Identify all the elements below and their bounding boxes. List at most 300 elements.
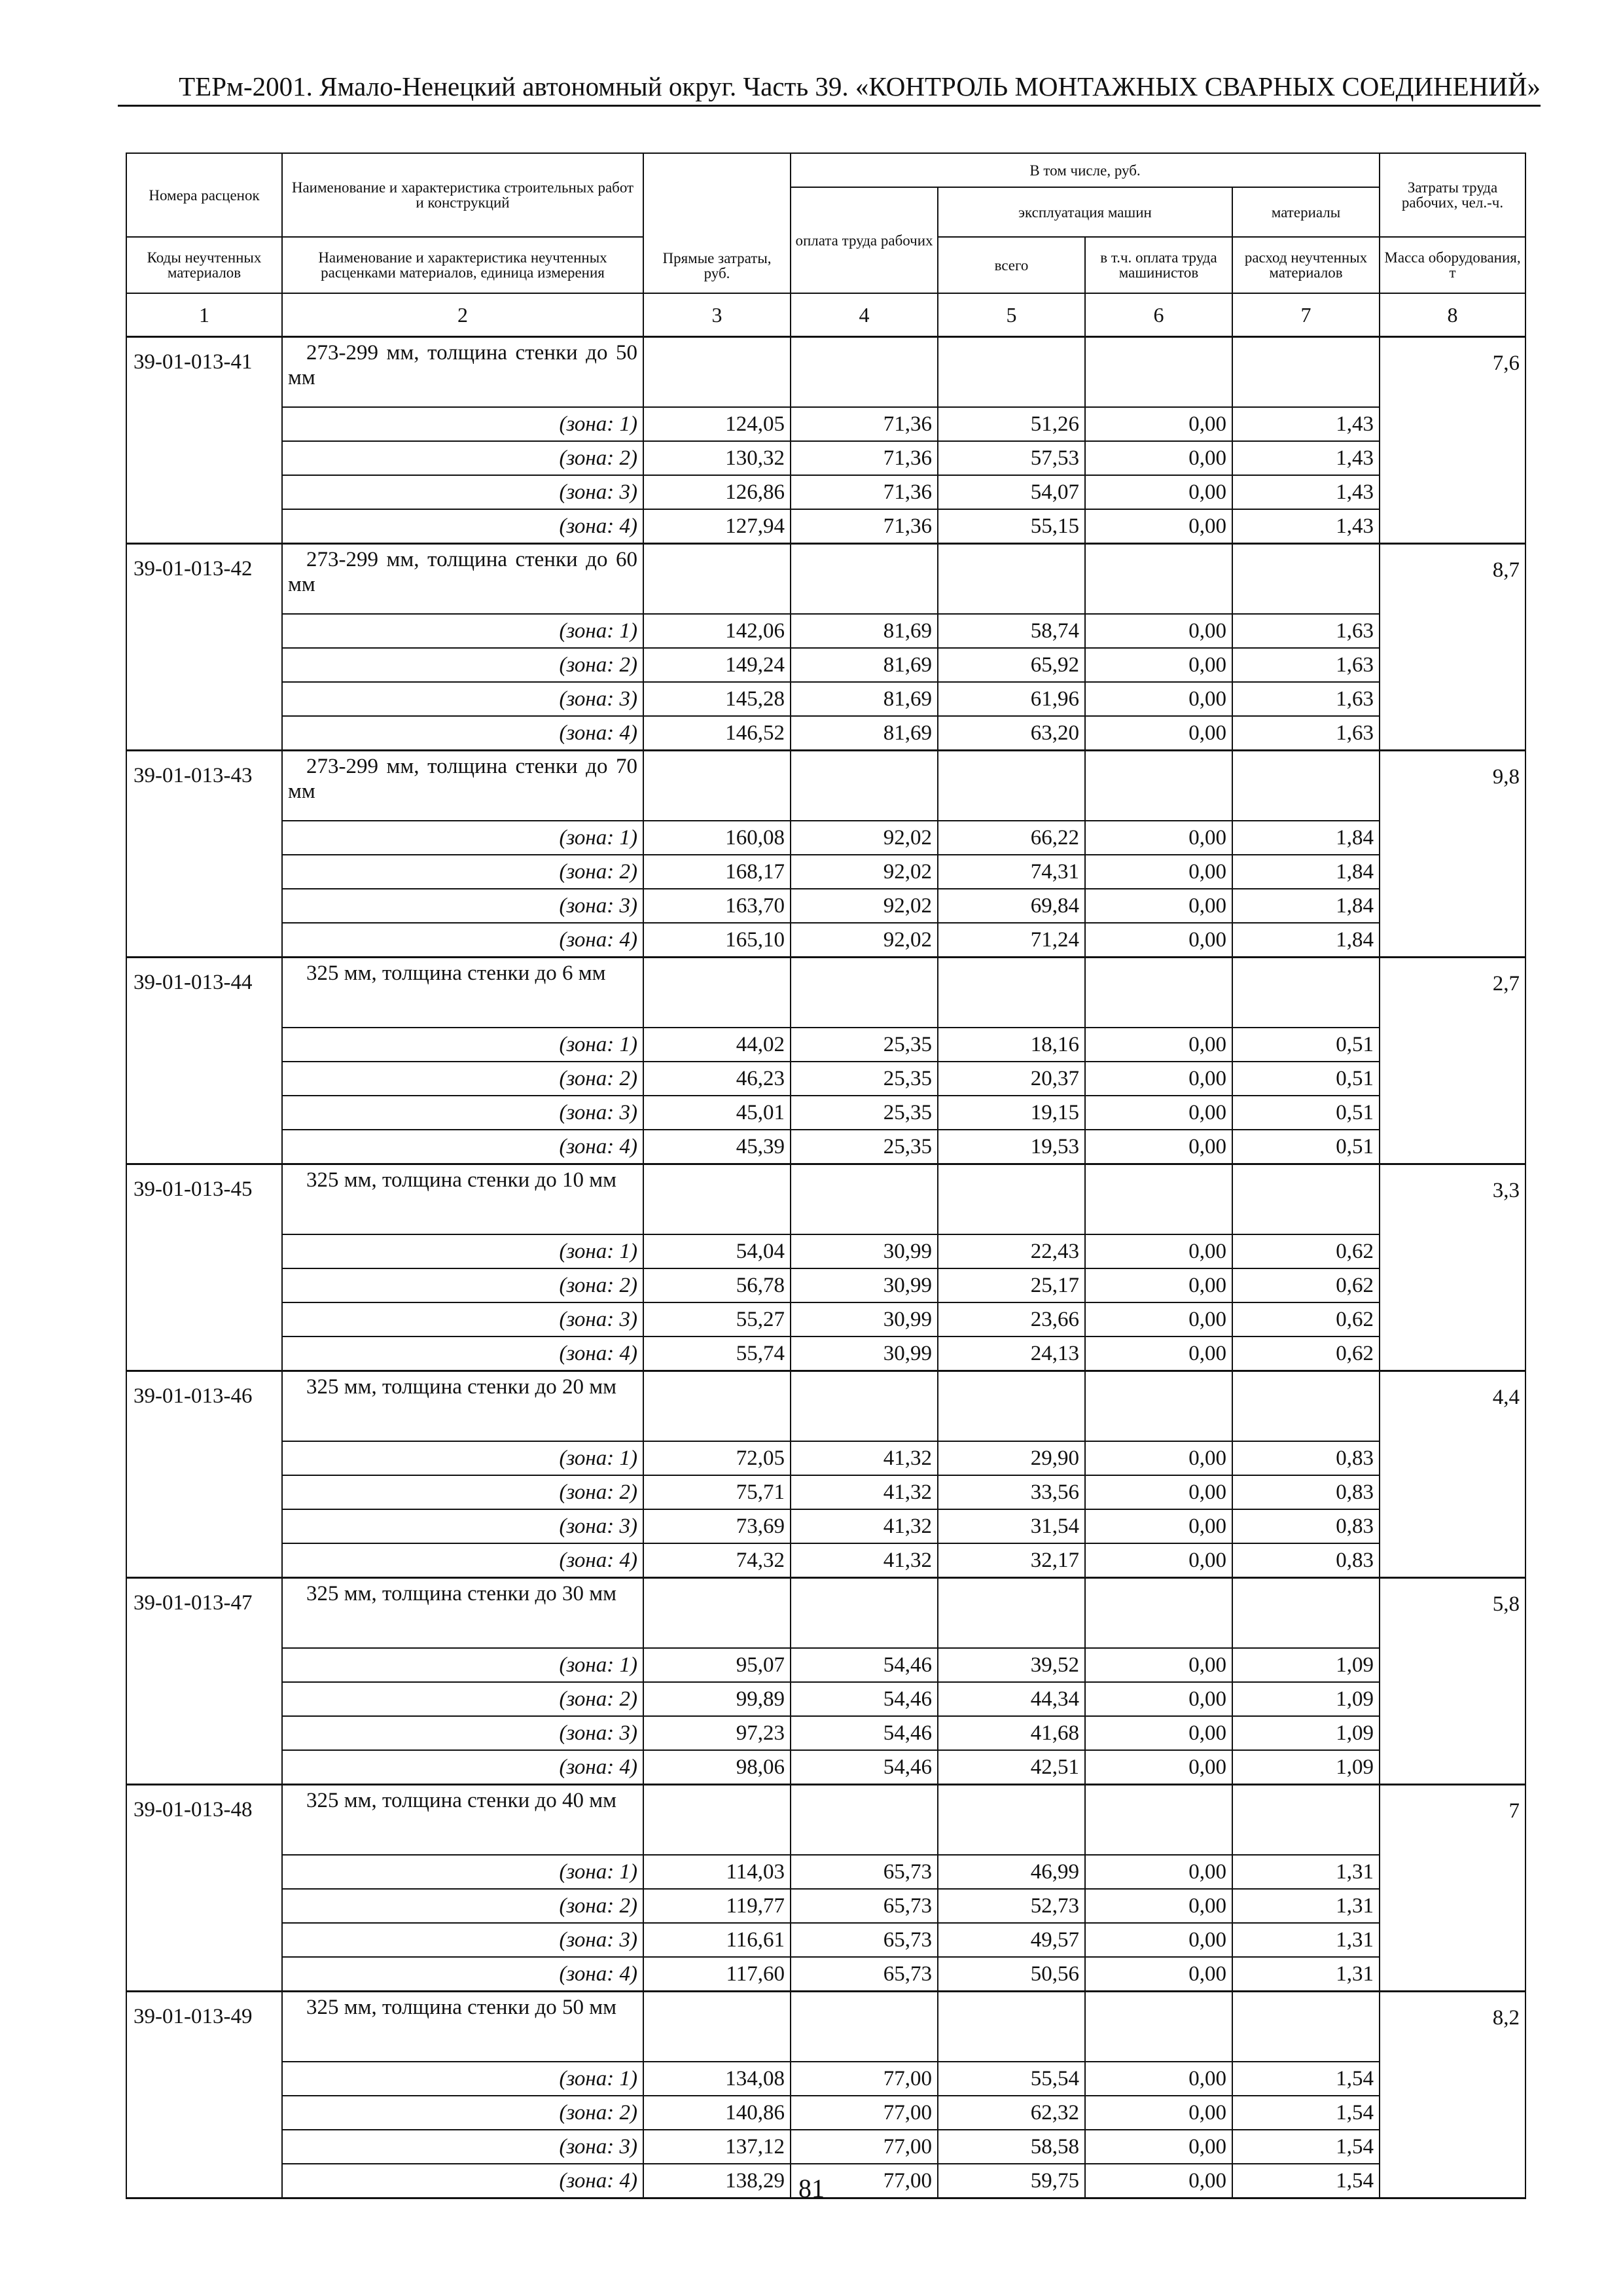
machinist-pay-value: 0,00 [1085, 1441, 1232, 1475]
materials-value: 1,43 [1232, 475, 1380, 509]
direct-cost-value: 44,02 [643, 1028, 791, 1062]
machinist-pay-value: 0,00 [1085, 1475, 1232, 1509]
machines-total-value: 55,54 [938, 2062, 1085, 2096]
empty-cell [1380, 682, 1525, 716]
empty-cell [791, 1785, 938, 1856]
zone-row [126, 1957, 1525, 1992]
labor-pay-value: 65,73 [791, 1889, 938, 1923]
rate-code: 39-01-013-49 [126, 1992, 282, 2062]
empty-cell [126, 407, 282, 441]
empty-cell [643, 544, 791, 615]
materials-value: 0,62 [1232, 1268, 1380, 1302]
empty-cell [791, 1371, 938, 1442]
rate-title-row [126, 1578, 1525, 1649]
empty-cell [126, 475, 282, 509]
machines-total-value: 57,53 [938, 441, 1085, 475]
empty-cell [938, 1371, 1085, 1442]
direct-cost-value: 142,06 [643, 614, 791, 648]
empty-cell [643, 1785, 791, 1856]
direct-cost-value: 95,07 [643, 1648, 791, 1682]
labor-pay-value: 41,32 [791, 1475, 938, 1509]
empty-cell [1380, 2096, 1525, 2130]
empty-cell [126, 1062, 282, 1096]
zone-label: (зона: 1) [282, 1855, 643, 1889]
materials-value: 0,83 [1232, 1475, 1380, 1509]
empty-cell [643, 1992, 791, 2062]
empty-cell [1085, 1164, 1232, 1235]
zone-row [126, 1441, 1525, 1475]
machinist-pay-value: 0,00 [1085, 889, 1232, 923]
zone-label: (зона: 4) [282, 1336, 643, 1371]
machinist-pay-value: 0,00 [1085, 1957, 1232, 1992]
machines-total-value: 44,34 [938, 1682, 1085, 1716]
labor-cost-value: 7,6 [1380, 337, 1525, 408]
empty-cell [1380, 1682, 1525, 1716]
machinist-pay-value: 0,00 [1085, 1682, 1232, 1716]
rate-name: 273-299 мм, толщина стенки до 50 мм [282, 337, 643, 408]
machines-total-value: 52,73 [938, 1889, 1085, 1923]
zone-row [126, 614, 1525, 648]
column-number: 5 [938, 293, 1085, 337]
rate-code: 39-01-013-42 [126, 544, 282, 615]
empty-cell [126, 1855, 282, 1889]
machines-total-value: 24,13 [938, 1336, 1085, 1371]
header-machinist-pay: в т.ч. оплата труда машинистов [1085, 237, 1232, 293]
empty-cell [126, 1716, 282, 1750]
rate-code: 39-01-013-46 [126, 1371, 282, 1442]
materials-value: 1,09 [1232, 1750, 1380, 1785]
rate-name: 325 мм, толщина стенки до 30 мм [282, 1578, 643, 1649]
machinist-pay-value: 0,00 [1085, 1028, 1232, 1062]
zone-label: (зона: 4) [282, 2164, 643, 2198]
empty-cell [938, 1785, 1085, 1856]
labor-pay-value: 30,99 [791, 1302, 938, 1336]
zone-label: (зона: 2) [282, 1475, 643, 1509]
direct-cost-value: 165,10 [643, 923, 791, 958]
materials-value: 1,84 [1232, 821, 1380, 855]
machinist-pay-value: 0,00 [1085, 855, 1232, 889]
rate-title-row [126, 337, 1525, 408]
direct-cost-value: 54,04 [643, 1234, 791, 1268]
rate-name: 325 мм, толщина стенки до 10 мм [282, 1164, 643, 1235]
machines-total-value: 29,90 [938, 1441, 1085, 1475]
empty-cell [1380, 1130, 1525, 1164]
machinist-pay-value: 0,00 [1085, 2096, 1232, 2130]
empty-cell [938, 1578, 1085, 1649]
materials-value: 1,63 [1232, 716, 1380, 751]
direct-cost-value: 140,86 [643, 2096, 791, 2130]
zone-label: (зона: 1) [282, 1441, 643, 1475]
machines-total-value: 49,57 [938, 1923, 1085, 1957]
empty-cell [1380, 1855, 1525, 1889]
empty-cell [126, 821, 282, 855]
machinist-pay-value: 0,00 [1085, 475, 1232, 509]
zone-row [126, 821, 1525, 855]
direct-cost-value: 114,03 [643, 1855, 791, 1889]
empty-cell [1085, 1371, 1232, 1442]
empty-cell [1380, 2130, 1525, 2164]
materials-value: 0,62 [1232, 1336, 1380, 1371]
machinist-pay-value: 0,00 [1085, 716, 1232, 751]
empty-cell [126, 1475, 282, 1509]
zone-row [126, 1475, 1525, 1509]
machines-total-value: 33,56 [938, 1475, 1085, 1509]
column-number-row [126, 293, 1525, 337]
zone-label: (зона: 2) [282, 441, 643, 475]
labor-cost-value: 3,3 [1380, 1164, 1525, 1235]
zone-row [126, 1268, 1525, 1302]
machines-total-value: 71,24 [938, 923, 1085, 958]
labor-pay-value: 77,00 [791, 2130, 938, 2164]
machines-total-value: 46,99 [938, 1855, 1085, 1889]
labor-pay-value: 92,02 [791, 889, 938, 923]
empty-cell [1380, 1716, 1525, 1750]
empty-cell [1380, 1268, 1525, 1302]
materials-value: 1,63 [1232, 614, 1380, 648]
zone-label: (зона: 1) [282, 1028, 643, 1062]
machinist-pay-value: 0,00 [1085, 441, 1232, 475]
empty-cell [1232, 1164, 1380, 1235]
empty-cell [1380, 1096, 1525, 1130]
empty-cell [1380, 1750, 1525, 1785]
column-number: 6 [1085, 293, 1232, 337]
machinist-pay-value: 0,00 [1085, 2130, 1232, 2164]
machinist-pay-value: 0,00 [1085, 821, 1232, 855]
empty-cell [126, 1648, 282, 1682]
labor-pay-value: 30,99 [791, 1336, 938, 1371]
labor-pay-value: 92,02 [791, 821, 938, 855]
rate-code: 39-01-013-41 [126, 337, 282, 408]
empty-cell [126, 1028, 282, 1062]
machines-total-value: 39,52 [938, 1648, 1085, 1682]
materials-value: 0,62 [1232, 1234, 1380, 1268]
empty-cell [1380, 1302, 1525, 1336]
zone-row [126, 1750, 1525, 1785]
zone-label: (зона: 3) [282, 475, 643, 509]
empty-cell [1380, 1509, 1525, 1543]
materials-value: 1,09 [1232, 1648, 1380, 1682]
labor-pay-value: 81,69 [791, 716, 938, 751]
labor-pay-value: 77,00 [791, 2164, 938, 2198]
header-labor-costs: Затраты труда рабочих, чел.-ч. [1380, 153, 1525, 237]
zone-row [126, 716, 1525, 751]
machinist-pay-value: 0,00 [1085, 407, 1232, 441]
materials-value: 1,54 [1232, 2164, 1380, 2198]
machinist-pay-value: 0,00 [1085, 1130, 1232, 1164]
materials-value: 0,83 [1232, 1509, 1380, 1543]
materials-value: 1,54 [1232, 2062, 1380, 2096]
empty-cell [126, 2096, 282, 2130]
zone-label: (зона: 1) [282, 407, 643, 441]
machinist-pay-value: 0,00 [1085, 682, 1232, 716]
empty-cell [1380, 441, 1525, 475]
zone-row [126, 1509, 1525, 1543]
empty-cell [791, 1164, 938, 1235]
direct-cost-value: 163,70 [643, 889, 791, 923]
empty-cell [126, 1130, 282, 1164]
zone-label: (зона: 2) [282, 855, 643, 889]
machinist-pay-value: 0,00 [1085, 1543, 1232, 1578]
labor-pay-value: 71,36 [791, 441, 938, 475]
empty-cell [1380, 2062, 1525, 2096]
machinist-pay-value: 0,00 [1085, 1923, 1232, 1957]
direct-cost-value: 56,78 [643, 1268, 791, 1302]
header-machines-total: всего [938, 237, 1085, 293]
empty-cell [1380, 1957, 1525, 1992]
zone-label: (зона: 1) [282, 614, 643, 648]
zone-row [126, 1096, 1525, 1130]
direct-cost-value: 146,52 [643, 716, 791, 751]
labor-pay-value: 25,35 [791, 1096, 938, 1130]
rate-name: 325 мм, толщина стенки до 6 мм [282, 958, 643, 1028]
direct-cost-value: 97,23 [643, 1716, 791, 1750]
page-header-title: ТЕРм-2001. Ямало-Ненецкий автономный округ. Часть 39. «КОНТРОЛЬ МОНТАЖНЫХ СВАРНЫХ СОЕДИНЕНИЙ» [179, 71, 1541, 101]
empty-cell [643, 1371, 791, 1442]
machines-total-value: 74,31 [938, 855, 1085, 889]
empty-cell [126, 1234, 282, 1268]
machines-total-value: 66,22 [938, 821, 1085, 855]
labor-pay-value: 25,35 [791, 1028, 938, 1062]
zone-row [126, 1923, 1525, 1957]
empty-cell [126, 889, 282, 923]
rate-code: 39-01-013-45 [126, 1164, 282, 1235]
materials-value: 1,84 [1232, 923, 1380, 958]
materials-value: 1,54 [1232, 2096, 1380, 2130]
zone-row [126, 1855, 1525, 1889]
zone-label: (зона: 2) [282, 1889, 643, 1923]
empty-cell [126, 648, 282, 682]
column-number: 3 [643, 293, 791, 337]
direct-cost-value: 73,69 [643, 1509, 791, 1543]
machinist-pay-value: 0,00 [1085, 1336, 1232, 1371]
empty-cell [1232, 544, 1380, 615]
labor-pay-value: 25,35 [791, 1062, 938, 1096]
materials-value: 1,31 [1232, 1957, 1380, 1992]
empty-cell [1232, 1992, 1380, 2062]
empty-cell [126, 614, 282, 648]
empty-cell [791, 337, 938, 408]
empty-cell [643, 337, 791, 408]
labor-pay-value: 71,36 [791, 509, 938, 544]
empty-cell [126, 1268, 282, 1302]
header-machine-operation: эксплуатация машин [938, 187, 1232, 237]
machinist-pay-value: 0,00 [1085, 1268, 1232, 1302]
column-number: 7 [1232, 293, 1380, 337]
machines-total-value: 19,15 [938, 1096, 1085, 1130]
machines-total-value: 58,74 [938, 614, 1085, 648]
zone-label: (зона: 3) [282, 1923, 643, 1957]
materials-value: 1,84 [1232, 889, 1380, 923]
machines-total-value: 32,17 [938, 1543, 1085, 1578]
machinist-pay-value: 0,00 [1085, 648, 1232, 682]
empty-cell [126, 441, 282, 475]
machines-total-value: 23,66 [938, 1302, 1085, 1336]
zone-row [126, 1648, 1525, 1682]
materials-value: 0,51 [1232, 1062, 1380, 1096]
direct-cost-value: 145,28 [643, 682, 791, 716]
zone-label: (зона: 3) [282, 889, 643, 923]
rate-title-row [126, 544, 1525, 615]
empty-cell [938, 337, 1085, 408]
materials-value: 1,09 [1232, 1716, 1380, 1750]
zone-label: (зона: 4) [282, 509, 643, 544]
empty-cell [1232, 751, 1380, 821]
empty-cell [1380, 889, 1525, 923]
materials-value: 1,09 [1232, 1682, 1380, 1716]
header-material-codes: Коды неучтенных материалов [126, 237, 282, 293]
machinist-pay-value: 0,00 [1085, 1855, 1232, 1889]
labor-pay-value: 54,46 [791, 1716, 938, 1750]
empty-cell [938, 958, 1085, 1028]
empty-cell [1380, 614, 1525, 648]
zone-row [126, 648, 1525, 682]
machines-total-value: 42,51 [938, 1750, 1085, 1785]
zone-row [126, 1234, 1525, 1268]
zone-row [126, 1130, 1525, 1164]
machines-total-value: 63,20 [938, 716, 1085, 751]
rate-name: 325 мм, толщина стенки до 20 мм [282, 1371, 643, 1442]
direct-cost-value: 137,12 [643, 2130, 791, 2164]
zone-row [126, 2062, 1525, 2096]
materials-value: 1,43 [1232, 509, 1380, 544]
labor-pay-value: 54,46 [791, 1648, 938, 1682]
empty-cell [126, 509, 282, 544]
zone-row [126, 1543, 1525, 1578]
labor-pay-value: 30,99 [791, 1234, 938, 1268]
machinist-pay-value: 0,00 [1085, 1648, 1232, 1682]
direct-cost-value: 45,01 [643, 1096, 791, 1130]
materials-value: 1,43 [1232, 441, 1380, 475]
column-number: 1 [126, 293, 282, 337]
direct-cost-value: 168,17 [643, 855, 791, 889]
empty-cell [643, 751, 791, 821]
empty-cell [126, 1957, 282, 1992]
zone-row [126, 441, 1525, 475]
machines-total-value: 55,15 [938, 509, 1085, 544]
machines-total-value: 18,16 [938, 1028, 1085, 1062]
machinist-pay-value: 0,00 [1085, 923, 1232, 958]
empty-cell [1232, 958, 1380, 1028]
empty-cell [1380, 716, 1525, 751]
zone-label: (зона: 3) [282, 1716, 643, 1750]
machinist-pay-value: 0,00 [1085, 1716, 1232, 1750]
rate-title-row [126, 1164, 1525, 1235]
table-header [126, 153, 1525, 337]
header-including: В том числе, руб. [791, 153, 1380, 187]
empty-cell [1085, 1785, 1232, 1856]
empty-cell [1380, 1889, 1525, 1923]
rate-name: 273-299 мм, толщина стенки до 60 мм [282, 544, 643, 615]
labor-pay-value: 92,02 [791, 855, 938, 889]
zone-row [126, 1336, 1525, 1371]
machinist-pay-value: 0,00 [1085, 1750, 1232, 1785]
zone-row [126, 1716, 1525, 1750]
zone-label: (зона: 1) [282, 1234, 643, 1268]
empty-cell [938, 1164, 1085, 1235]
materials-value: 0,83 [1232, 1543, 1380, 1578]
empty-cell [1380, 821, 1525, 855]
materials-value: 1,31 [1232, 1889, 1380, 1923]
empty-cell [1380, 1543, 1525, 1578]
empty-cell [1380, 1441, 1525, 1475]
direct-cost-value: 124,05 [643, 407, 791, 441]
empty-cell [791, 1992, 938, 2062]
direct-cost-value: 130,32 [643, 441, 791, 475]
labor-pay-value: 71,36 [791, 407, 938, 441]
labor-pay-value: 65,73 [791, 1923, 938, 1957]
machinist-pay-value: 0,00 [1085, 1889, 1232, 1923]
machinist-pay-value: 0,00 [1085, 1234, 1232, 1268]
machines-total-value: 22,43 [938, 1234, 1085, 1268]
rate-title-row [126, 1371, 1525, 1442]
labor-pay-value: 71,36 [791, 475, 938, 509]
zone-row [126, 2096, 1525, 2130]
labor-pay-value: 81,69 [791, 648, 938, 682]
empty-cell [643, 1164, 791, 1235]
empty-cell [1085, 544, 1232, 615]
labor-pay-value: 77,00 [791, 2096, 938, 2130]
labor-pay-value: 41,32 [791, 1509, 938, 1543]
empty-cell [1085, 751, 1232, 821]
zone-label: (зона: 1) [282, 2062, 643, 2096]
empty-cell [126, 2130, 282, 2164]
empty-cell [1380, 1062, 1525, 1096]
labor-pay-value: 77,00 [791, 2062, 938, 2096]
materials-value: 1,43 [1232, 407, 1380, 441]
header-divider [118, 105, 1541, 107]
header-unaccounted-materials: расход неучтенных материалов [1232, 237, 1380, 293]
zone-label: (зона: 4) [282, 1130, 643, 1164]
zone-label: (зона: 4) [282, 1957, 643, 1992]
rate-code: 39-01-013-47 [126, 1578, 282, 1649]
zone-row [126, 2130, 1525, 2164]
header-material-name: Наименование и характеристика неучтенных расценками материалов, единица измерения [282, 237, 643, 293]
rate-title-row [126, 958, 1525, 1028]
empty-cell [126, 2062, 282, 2096]
zone-row [126, 889, 1525, 923]
zone-label: (зона: 3) [282, 1509, 643, 1543]
direct-cost-value: 117,60 [643, 1957, 791, 1992]
direct-cost-value: 119,77 [643, 1889, 791, 1923]
empty-cell [1380, 1336, 1525, 1371]
zone-row [126, 855, 1525, 889]
direct-cost-value: 134,08 [643, 2062, 791, 2096]
empty-cell [126, 855, 282, 889]
machines-total-value: 41,68 [938, 1716, 1085, 1750]
machines-total-value: 59,75 [938, 2164, 1085, 2198]
zone-row [126, 1028, 1525, 1062]
rate-name: 325 мм, толщина стенки до 40 мм [282, 1785, 643, 1856]
empty-cell [1380, 923, 1525, 958]
zone-label: (зона: 4) [282, 716, 643, 751]
zone-label: (зона: 4) [282, 1750, 643, 1785]
empty-cell [126, 1441, 282, 1475]
materials-value: 1,63 [1232, 682, 1380, 716]
zone-label: (зона: 3) [282, 682, 643, 716]
machines-total-value: 31,54 [938, 1509, 1085, 1543]
empty-cell [126, 716, 282, 751]
zone-row [126, 1889, 1525, 1923]
direct-cost-value: 138,29 [643, 2164, 791, 2198]
empty-cell [1380, 1648, 1525, 1682]
header-direct-costs: Прямые затраты, руб. [643, 153, 791, 293]
zone-label: (зона: 2) [282, 648, 643, 682]
empty-cell [126, 1682, 282, 1716]
empty-cell [791, 544, 938, 615]
empty-cell [126, 1096, 282, 1130]
machinist-pay-value: 0,00 [1085, 2164, 1232, 2198]
direct-cost-value: 99,89 [643, 1682, 791, 1716]
